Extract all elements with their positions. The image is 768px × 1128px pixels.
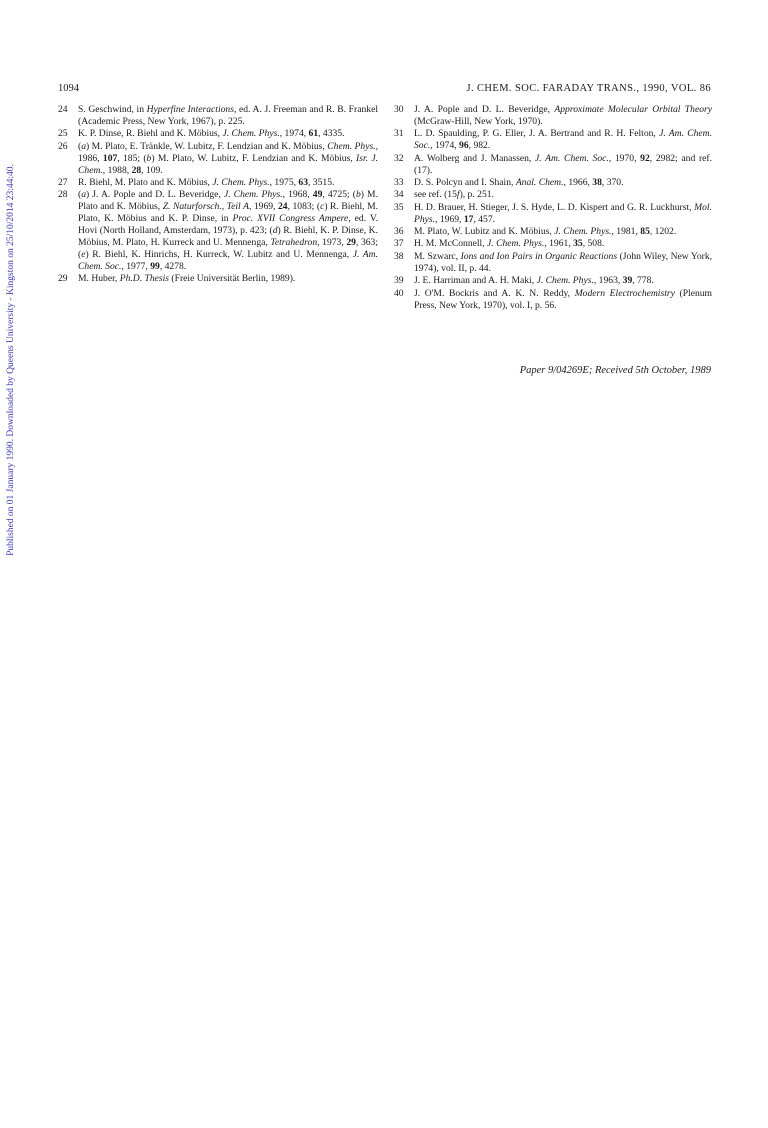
reference-item [58,128,378,140]
reference-text: (a) M. Plato, E. Tränkle, W. Lubitz, F. Lendzian and K. Möbius, Chem. Phys., 1986, 107, 185; (b) M. Plato, W. Lubitz, F. Lendzian and K. Möbius, Isr. J. Chem., 1988, 28, 109. [78,140,378,176]
reference-item [394,275,712,287]
reference-text: A. Wolberg and J. Manassen, J. Am. Chem. Soc., 1970, 92, 2982; and ref. (17). [414,152,712,176]
reference-number: 40 [394,287,404,299]
reference-item [394,177,712,189]
reference-text: K. P. Dinse, R. Biehl and K. Möbius, J. Chem. Phys., 1974, 61, 4335. [78,128,345,140]
reference-number: 24 [58,104,68,115]
reference-item [394,202,712,226]
reference-text: L. D. Spaulding, P. G. Eller, J. A. Bertrand and R. H. Felton, J. Am. Chem. Soc., 1974, 96, 982. [414,128,712,152]
reference-number: 31 [394,128,404,140]
reference-item [394,251,712,275]
reference-text: J. O'M. Bockris and A. K. N. Reddy, Modern Electrochemistry (Plenum Press, New York, 1970), vol. I, p. 56. [414,287,713,311]
reference-number: 25 [58,128,68,140]
reference-text: R. Biehl, M. Plato and K. Möbius, J. Chem. Phys., 1975, 63, 3515. [78,176,335,188]
running-head: J. CHEM. SOC. FARADAY TRANS., 1990, VOL. 86 [466,83,711,94]
reference-text: M. Huber, Ph.D. Thesis (Freie Universität Berlin, 1989). [78,273,296,285]
download-watermark-text: Published on 01 January 1990. Downloaded by Queens University - Kingston on 25/10/2014 23:44:40. [6,164,16,556]
reference-text: H. D. Brauer, H. Stieger, J. S. Hyde, L. D. Kispert and G. R. Luckhurst, Mol. Phys., 1969, 17, 457. [414,201,712,225]
reference-item [394,104,712,128]
reference-number: 36 [394,226,404,238]
reference-number: 34 [394,189,404,201]
reference-item [394,128,712,152]
reference-list-left [58,104,378,286]
reference-number: 35 [394,201,404,213]
reference-item [394,153,712,177]
reference-text: H. M. McConnell, J. Chem. Phys., 1961, 35, 508. [414,238,605,250]
reference-item [58,189,378,272]
reference-text: J. E. Harriman and A. H. Maki, J. Chem. Phys., 1963, 39, 778. [414,275,654,287]
paper-received-line [520,365,711,376]
reference-text: M. Plato, W. Lubitz and K. Möbius, J. Chem. Phys., 1981, 85, 1202. [414,226,677,238]
reference-text: J. A. Pople and D. L. Beveridge, Approximate Molecular Orbital Theory (McGraw-Hill, New York, 1970). [414,104,712,127]
download-watermark [4,40,18,680]
reference-text: D. S. Polcyn and I. Shain, Anal. Chem., 1966, 38, 370. [414,176,624,188]
reference-text: (a) J. A. Pople and D. L. Beveridge, J. Chem. Phys., 1968, 49, 4725; (b) M. Plato and K. Möbius, Z. Naturforsch., Teil A, 1969, 24, 1083; (c) R. Biehl, M. Plato, K. Möbius and K. P. Dinse, in Proc. XVII Congress Ampere, ed. V. Hovi (North Holland, Amsterdam, 1973), p. 423; (d) R. Biehl, K. P. Dinse, K. Möbius, M. Plato, H. Kurreck and U. Mennenga, Tetrahedron, 1973, 29, 363; (e) R. Biehl, K. Hinrichs, H. Kurreck, W. Lubitz and U. Mennenga, J. Am. Chem. Soc., 1977, 99, 4278. [78,189,379,272]
reference-item [394,238,712,250]
reference-item [394,189,712,201]
reference-item [58,273,378,285]
reference-text: M. Szwarc, Ions and Ion Pairs in Organic Reactions (John Wiley, New York, 1974), vol. II, p. 44. [414,250,713,274]
reference-item [394,288,712,312]
reference-item [394,226,712,238]
reference-number: 38 [394,250,404,262]
reference-number: 37 [394,238,404,250]
reference-number: 33 [394,176,404,188]
reference-number: 32 [394,152,404,164]
reference-number: 30 [394,104,404,115]
reference-number: 27 [58,176,68,188]
reference-number: 39 [394,275,404,287]
reference-number: 29 [58,273,68,285]
reference-number: 28 [58,189,68,201]
reference-list-right [394,104,712,312]
reference-text: see ref. (15f), p. 251. [414,189,494,201]
reference-text: S. Geschwind, in Hyperfine Interactions, ed. A. J. Freeman and R. B. Frankel (Academic Press, New York, 1967), p. 225. [78,104,378,127]
reference-item [58,141,378,177]
reference-item [58,177,378,189]
paper-received-text: Paper 9/04269E; Received 5th October, 1989 [519,365,711,376]
reference-number: 26 [58,140,68,152]
reference-item [58,104,378,128]
page-number: 1094 [58,83,79,94]
